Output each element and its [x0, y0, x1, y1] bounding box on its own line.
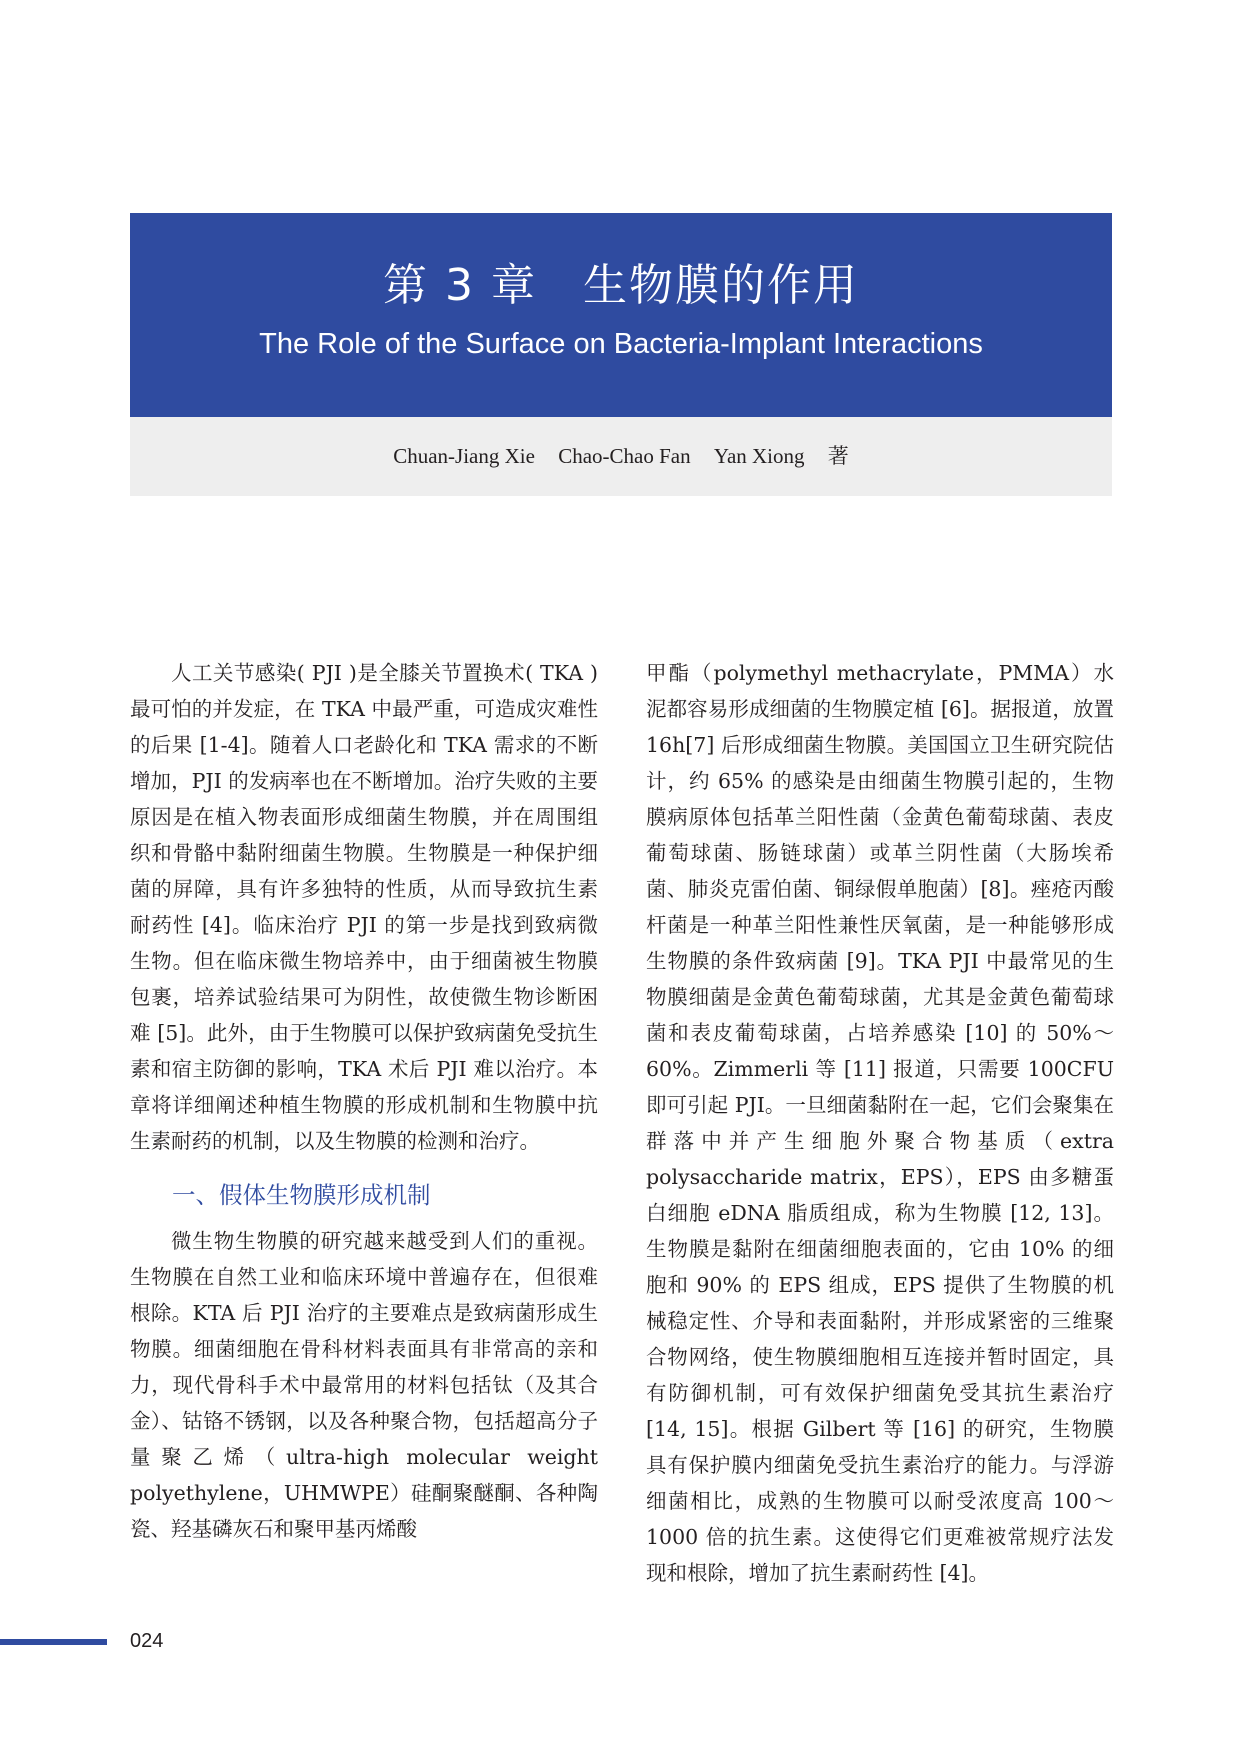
- author-name: Chuan-Jiang Xie: [393, 444, 535, 468]
- footer-rule: [0, 1639, 107, 1645]
- author-suffix: 著: [827, 444, 849, 468]
- author-line: [130, 417, 1112, 496]
- left-column: [130, 655, 598, 1547]
- page-number: 024: [130, 1630, 164, 1652]
- section-heading: 一、假体生物膜形成机制: [172, 1181, 431, 1209]
- chapter-title: 第 3 章 生物膜的作用: [383, 260, 859, 311]
- section-paragraph: 微生物生物膜的研究越来越受到人们的重视。生物膜在自然工业和临床环境中普遍存在，但很难根除。KTA 后 PJI 治疗的主要难点是致病菌形成生物膜。细菌细胞在骨科材料表面具有非常高的亲和力，现代骨科手术中最常用的材料包括钛（及其合金）、钴铬不锈钢，以及各种聚合物，包括超高分子量聚乙烯（ultra-high molecular weight polyethylene，UHMWPE）硅酮聚醚酮、各种陶瓷、羟基磷灰石和聚甲基丙烯酸: [130, 1229, 598, 1541]
- chapter-subtitle: The Role of the Surface on Bacteria-Implant Interactions: [259, 328, 983, 360]
- chapter-banner: [130, 213, 1112, 417]
- author-name: Yan Xiong: [713, 444, 805, 468]
- section-paragraph-continued: 甲酯（polymethyl methacrylate，PMMA）水泥都容易形成细菌的生物膜定植 [6]。据报道，放置 16h[7] 后形成细菌生物膜。美国国立卫生研究院估计，约 65% 的感染是由细菌生物膜引起的，生物膜病原体包括革兰阳性菌（金黄色葡萄球菌、表皮葡萄球菌、肠链球菌）或革兰阴性菌（大肠埃希菌、肺炎克雷伯菌、铜绿假单胞菌）[8]。痤疮丙酸杆菌是一种革兰阳性兼性厌氧菌，是一种能够形成生物膜的条件致病菌 [9]。TKA PJI 中最常见的生物膜细菌是金黄色葡萄球菌，尤其是金黄色葡萄球菌和表皮葡萄球菌，占培养感染 [10] 的 50%～60%。Zimmerli 等 [11] 报道，只需要 100CFU 即可引起 PJI。一旦细菌黏附在一起，它们会聚集在群落中并产生细胞外聚合物基质（extra polysaccharide matrix，EPS），EPS 由多糖蛋白细胞 eDNA 脂质组成，称为生物膜 [12, 13]。生物膜是黏附在细菌细胞表面的，它由 10% 的细胞和 90% 的 EPS 组成，EPS 提供了生物膜的机械稳定性、介导和表面黏附，并形成紧密的三维聚合物网络，使生物膜细胞相互连接并暂时固定，具有防御机制，可有效保护细菌免受其抗生素治疗 [14, 15]。根据 Gilbert 等 [16] 的研究，生物膜具有保护膜内细菌免受抗生素治疗的能力。与浮游细菌相比，成熟的生物膜可以耐受浓度高 100～1000 倍的抗生素。这使得它们更难被常规疗法发现和根除，增加了抗生素耐药性 [4]。: [646, 661, 1114, 1585]
- author-name: Chao-Chao Fan: [558, 444, 691, 468]
- right-column: [646, 655, 1114, 1591]
- intro-paragraph: 人工关节感染( PJI )是全膝关节置换术( TKA )最可怕的并发症，在 TKA 中最严重，可造成灾难性的后果 [1-4]。随着人口老龄化和 TKA 需求的不断增加，PJI 的发病率也在不断增加。治疗失败的主要原因是在植入物表面形成细菌生物膜，并在周围组织和骨骼中黏附细菌生物膜。生物膜是一种保护细菌的屏障，具有许多独特的性质，从而导致抗生素耐药性 [4]。临床治疗 PJI 的第一步是找到致病微生物。但在临床微生物培养中，由于细菌被生物膜包裹，培养试验结果可为阴性，故使微生物诊断困难 [5]。此外，由于生物膜可以保护致病菌免受抗生素和宿主防御的影响，TKA 术后 PJI 难以治疗。本章将详细阐述种植生物膜的形成机制和生物膜中抗生素耐药的机制，以及生物膜的检测和治疗。: [130, 661, 598, 1153]
